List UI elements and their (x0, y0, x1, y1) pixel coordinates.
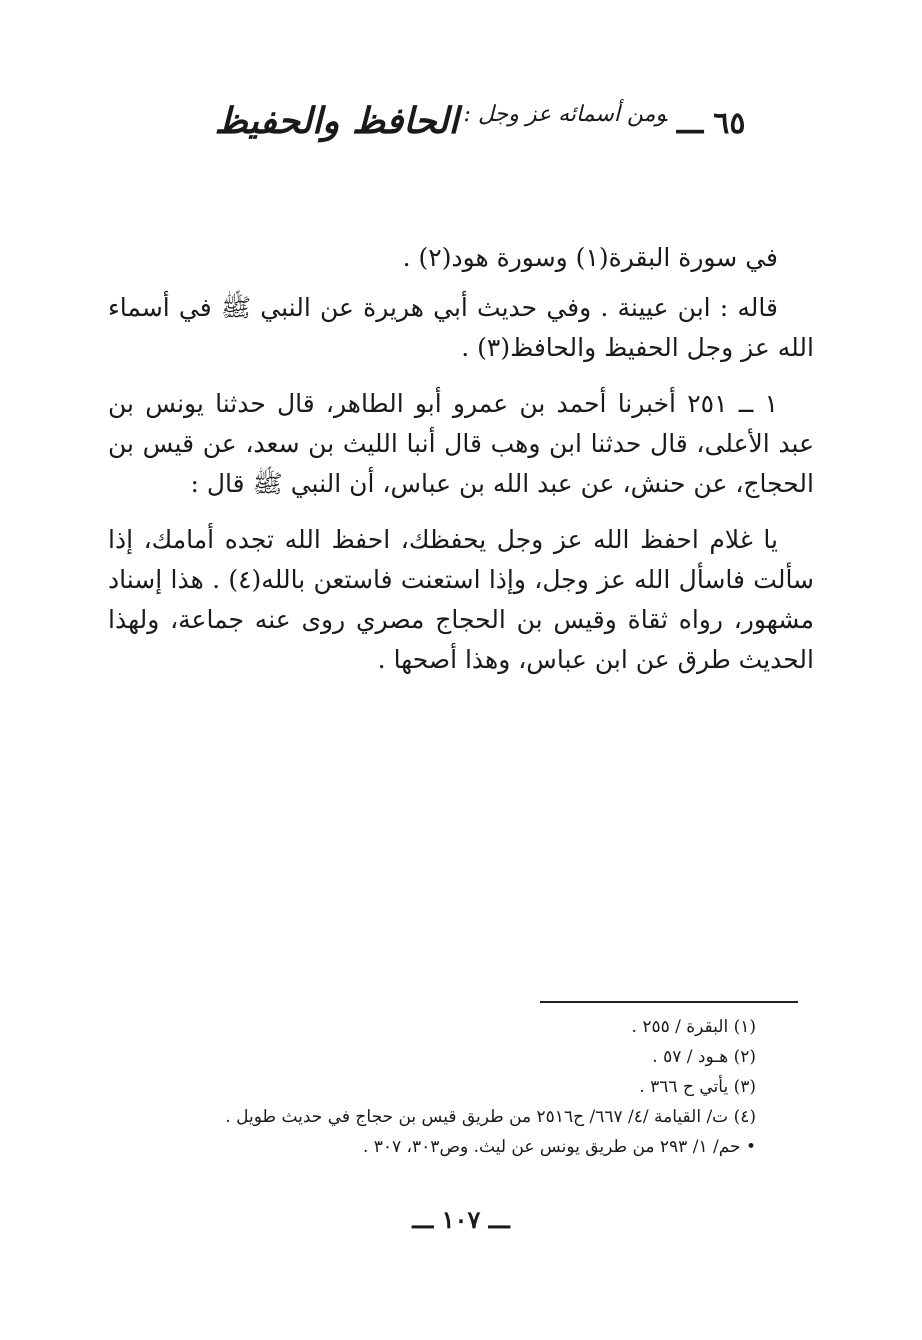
footnote-1: (١) البقرة / ٢٥٥ . (631, 1017, 756, 1037)
footnote-5: • حم/ ١/ ٢٩٣ من طريق يونس عن ليث. وص٣٠٣، ٣٠٧ . (362, 1137, 756, 1157)
section-heading (200, 100, 760, 180)
paragraph-2 (108, 288, 814, 368)
paragraph-1 (108, 238, 814, 278)
heading-dash: ـــ (676, 106, 704, 141)
hadith-text: يا غلام احفظ الله عز وجل يحفظك، احفظ الله تجده أمامك، إذا سألت فاسأل الله عز وجل، وإذا استعنت فاستعن بالله(٤) . هذا إسناد مشهور، رواه ثقاة وقيس بن الحجاج مصري روى عنه جماعة، ولهذا الحديث طرق عن ابن عباس، وهذا أصحها . (108, 525, 815, 674)
heading-prefix: ومن أسمائه عز وجل : (463, 102, 667, 127)
hadith-chain-text: ١ ــ ٢٥١ أخبرنا أحمد بن عمرو أبو الطاهر، قال حدثنا يونس بن عبد الأعلى، قال حدثنا ابن وهب قال أنبا الليث بن سعد، عن قيس بن الحجاج، عن حنش، عن عبد الله بن عباس، أن النبي ﷺ قال : (108, 389, 814, 498)
main-text (108, 238, 814, 696)
footnote-2: (٢) هـود / ٥٧ . (652, 1047, 756, 1067)
paragraph-1-text: في سورة البقرة(١) وسورة هود(٢) . (402, 243, 778, 272)
footnote-4: (٤) ت/ القيامة /٤/ ٦٦٧/ ح٢٥١٦ من طريق قيس بن حجاج في حديث طويل . (225, 1107, 756, 1127)
heading-title: الحافظ والحفيظ (214, 100, 459, 142)
page-number: ـــ ١٠٧ ـــ (412, 1205, 510, 1234)
footnotes (150, 1012, 756, 1162)
hadith-text-paragraph (108, 520, 814, 680)
footnote-separator (540, 1001, 798, 1003)
hadith-chain-paragraph (108, 384, 814, 504)
section-number: ٦٥ (713, 106, 746, 141)
paragraph-2-text: قاله : ابن عيينة . وفي حديث أبي هريرة عن النبي ﷺ في أسماء الله عز وجل الحفيظ والحافظ(٣) . (108, 293, 814, 362)
footnote-3: (٣) يأتي ح ٣٦٦ . (639, 1077, 756, 1097)
